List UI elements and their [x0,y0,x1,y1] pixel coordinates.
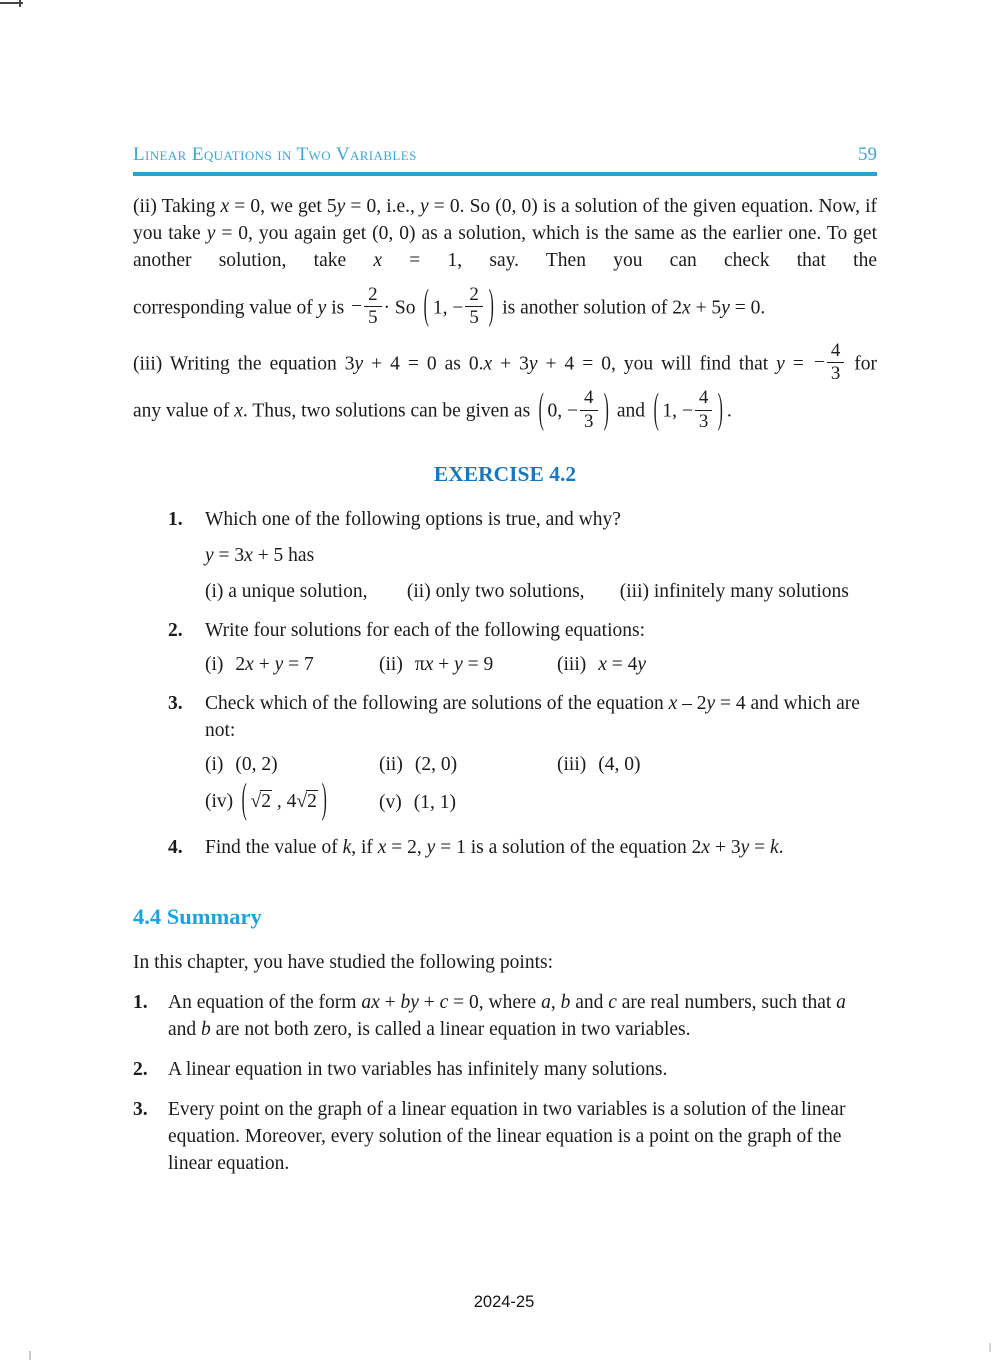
denominator: 5 [465,306,482,328]
question-text: Find the value of k, if x = 2, y = 1 is a solution of the equation 2x + 3y = k. [205,837,784,859]
question-body [205,691,877,823]
question-body [205,618,877,679]
text-run: is another solution of 2x + 5y = 0. [497,297,766,319]
text-run: for [846,352,878,374]
text-run: any value of x. Thus, two solutions can be given as [133,400,536,422]
item-math: πx + y = 9 [414,653,494,675]
summary-intro: In this chapter, you have studied the following points: [133,952,554,974]
question-number: 1. [168,509,183,531]
summary-point-2 [133,1057,877,1084]
item-math: (2, 0) [414,753,458,775]
minus-sign: − [351,295,363,317]
item-label: (iii) [557,753,587,775]
summary-heading: 4.4 Summary [133,904,262,930]
big-paren-open: ( [538,387,544,433]
solutions-row-1 [205,752,877,779]
page-content [133,0,877,1178]
item-math: (0, 2) [235,753,278,775]
denominator: 3 [827,362,844,384]
text-run: 1, − [662,400,693,422]
crop-mark-bottom-left [29,1351,31,1360]
big-paren-open: ( [241,777,247,823]
fraction [814,341,844,385]
fraction [580,388,597,432]
equation-item [379,652,557,679]
option-iii: (iii) infinitely many solutions [619,581,849,603]
question-text: Write four solutions for each of the following equations: [205,619,646,641]
big-paren-close: ) [321,777,327,823]
crop-mark-top-left [0,2,23,4]
point-text: An equation of the form ax + by + c = 0, where a, b and c are real numbers, such that a and b are not both zero, is called a linear equation in two variables. [168,992,846,1040]
sqrt-expression [251,791,272,812]
radicand: 2 [261,791,271,813]
numerator: 4 [698,387,709,409]
numerator: 4 [830,339,841,361]
item-math: (4, 0) [598,753,641,775]
exercise-question-4 [133,835,877,862]
solution-item-iv [205,777,379,823]
item-math: (1, 1) [413,791,456,813]
denominator: 3 [695,410,712,432]
exercise-question-3 [133,691,877,823]
point-text: Every point on the graph of a linear equation in two variables is a solution of the linear equation. Moreover, every solution of the linear equation is a point on the graph of the linear equation. [168,1098,846,1174]
item-math: x = 4y [598,653,647,675]
text-run: , 4 [271,791,297,813]
text-run: corresponding value of y is [133,297,350,319]
text-run: 1, − [432,297,464,319]
equation-item [557,652,646,679]
page-number: 59 [858,144,877,165]
summary-point-3 [133,1097,877,1178]
options-row [205,579,877,606]
summary-point-1 [133,990,877,1044]
paragraph-case-iii-line2 [133,387,877,434]
radical-sign: √ [250,791,262,813]
big-paren-open: ( [653,387,659,433]
item-label: (ii) [379,753,403,775]
question-text: Check which of the following are solutions of the equation x – 2y = 4 and which are not: [205,692,860,741]
exercise-question-2 [133,618,877,679]
option-ii: (ii) only two solutions, [406,581,585,603]
big-paren-close: ) [718,387,724,433]
text-run: 0, − [547,400,579,422]
crop-mark-bottom-right [989,1343,991,1352]
sqrt-expression [296,791,317,812]
question-number: 3. [168,692,183,714]
exercise-question-1 [133,507,877,606]
text-run: . [726,400,732,422]
solution-item-v [379,790,456,815]
big-paren-close: ) [488,283,494,329]
option-i: (i) a unique solution, [205,581,368,603]
point-number: 1. [133,992,148,1014]
item-math: 2x + y = 7 [235,653,314,675]
denominator: 3 [580,410,597,432]
radical-sign: √ [296,791,308,813]
fraction [695,388,712,432]
question-body [205,835,877,862]
question-number: 2. [168,619,183,641]
point-number: 2. [133,1058,148,1080]
fraction [465,285,482,329]
paragraph-case-iii-line1 [133,339,878,387]
big-paren-open: ( [424,283,430,329]
question-equation: y = 3x + 5 has [205,545,315,567]
equations-row [205,652,877,679]
solution-item [557,752,641,779]
numerator: 2 [469,283,479,305]
chapter-title: Linear Equations in Two Variables [133,144,417,165]
item-label: (iii) [557,653,587,675]
minus-sign: − [813,351,825,373]
item-label: (ii) [379,653,403,675]
solution-item [205,752,379,779]
question-text: Which one of the following options is true, and why? [205,509,621,531]
denominator: 5 [364,306,381,328]
numerator: 4 [584,387,594,409]
fraction [351,285,381,329]
text-run: · So [383,297,421,319]
numerator: 2 [368,283,378,305]
text-run: (iv) [205,791,239,813]
question-body [205,507,877,606]
paragraph-case-ii: (ii) Taking x = 0, we get 5y = 0, i.e., y = 0. So (0, 0) is a solution of the given equation. Now, if you take y = 0, you again get (0, 0) as a solution, which is the same as the earlier one. To get another solution, take x = 1, say. Then you can check that the [133,196,877,271]
line-corresponding-value [133,283,877,331]
solutions-row-2 [205,777,877,823]
big-paren-close: ) [603,387,609,433]
footer-year: 2024-25 [473,1293,535,1311]
running-header [133,144,877,176]
equation-item [205,652,379,679]
point-number: 3. [133,1098,148,1120]
radicand: 2 [307,791,317,813]
item-label: (i) [205,653,224,675]
text-run: and [612,400,650,422]
question-number: 4. [168,837,183,859]
exercise-heading: EXERCISE 4.2 [433,462,577,487]
solution-item [379,752,557,779]
item-label: (v) [379,791,402,813]
point-text: A linear equation in two variables has infinitely many solutions. [168,1058,668,1080]
item-label: (i) [205,753,224,775]
text-run: (iii) Writing the equation 3y + 4 = 0 as 0.x + 3y + 4 = 0, you will find that y = [133,352,812,374]
